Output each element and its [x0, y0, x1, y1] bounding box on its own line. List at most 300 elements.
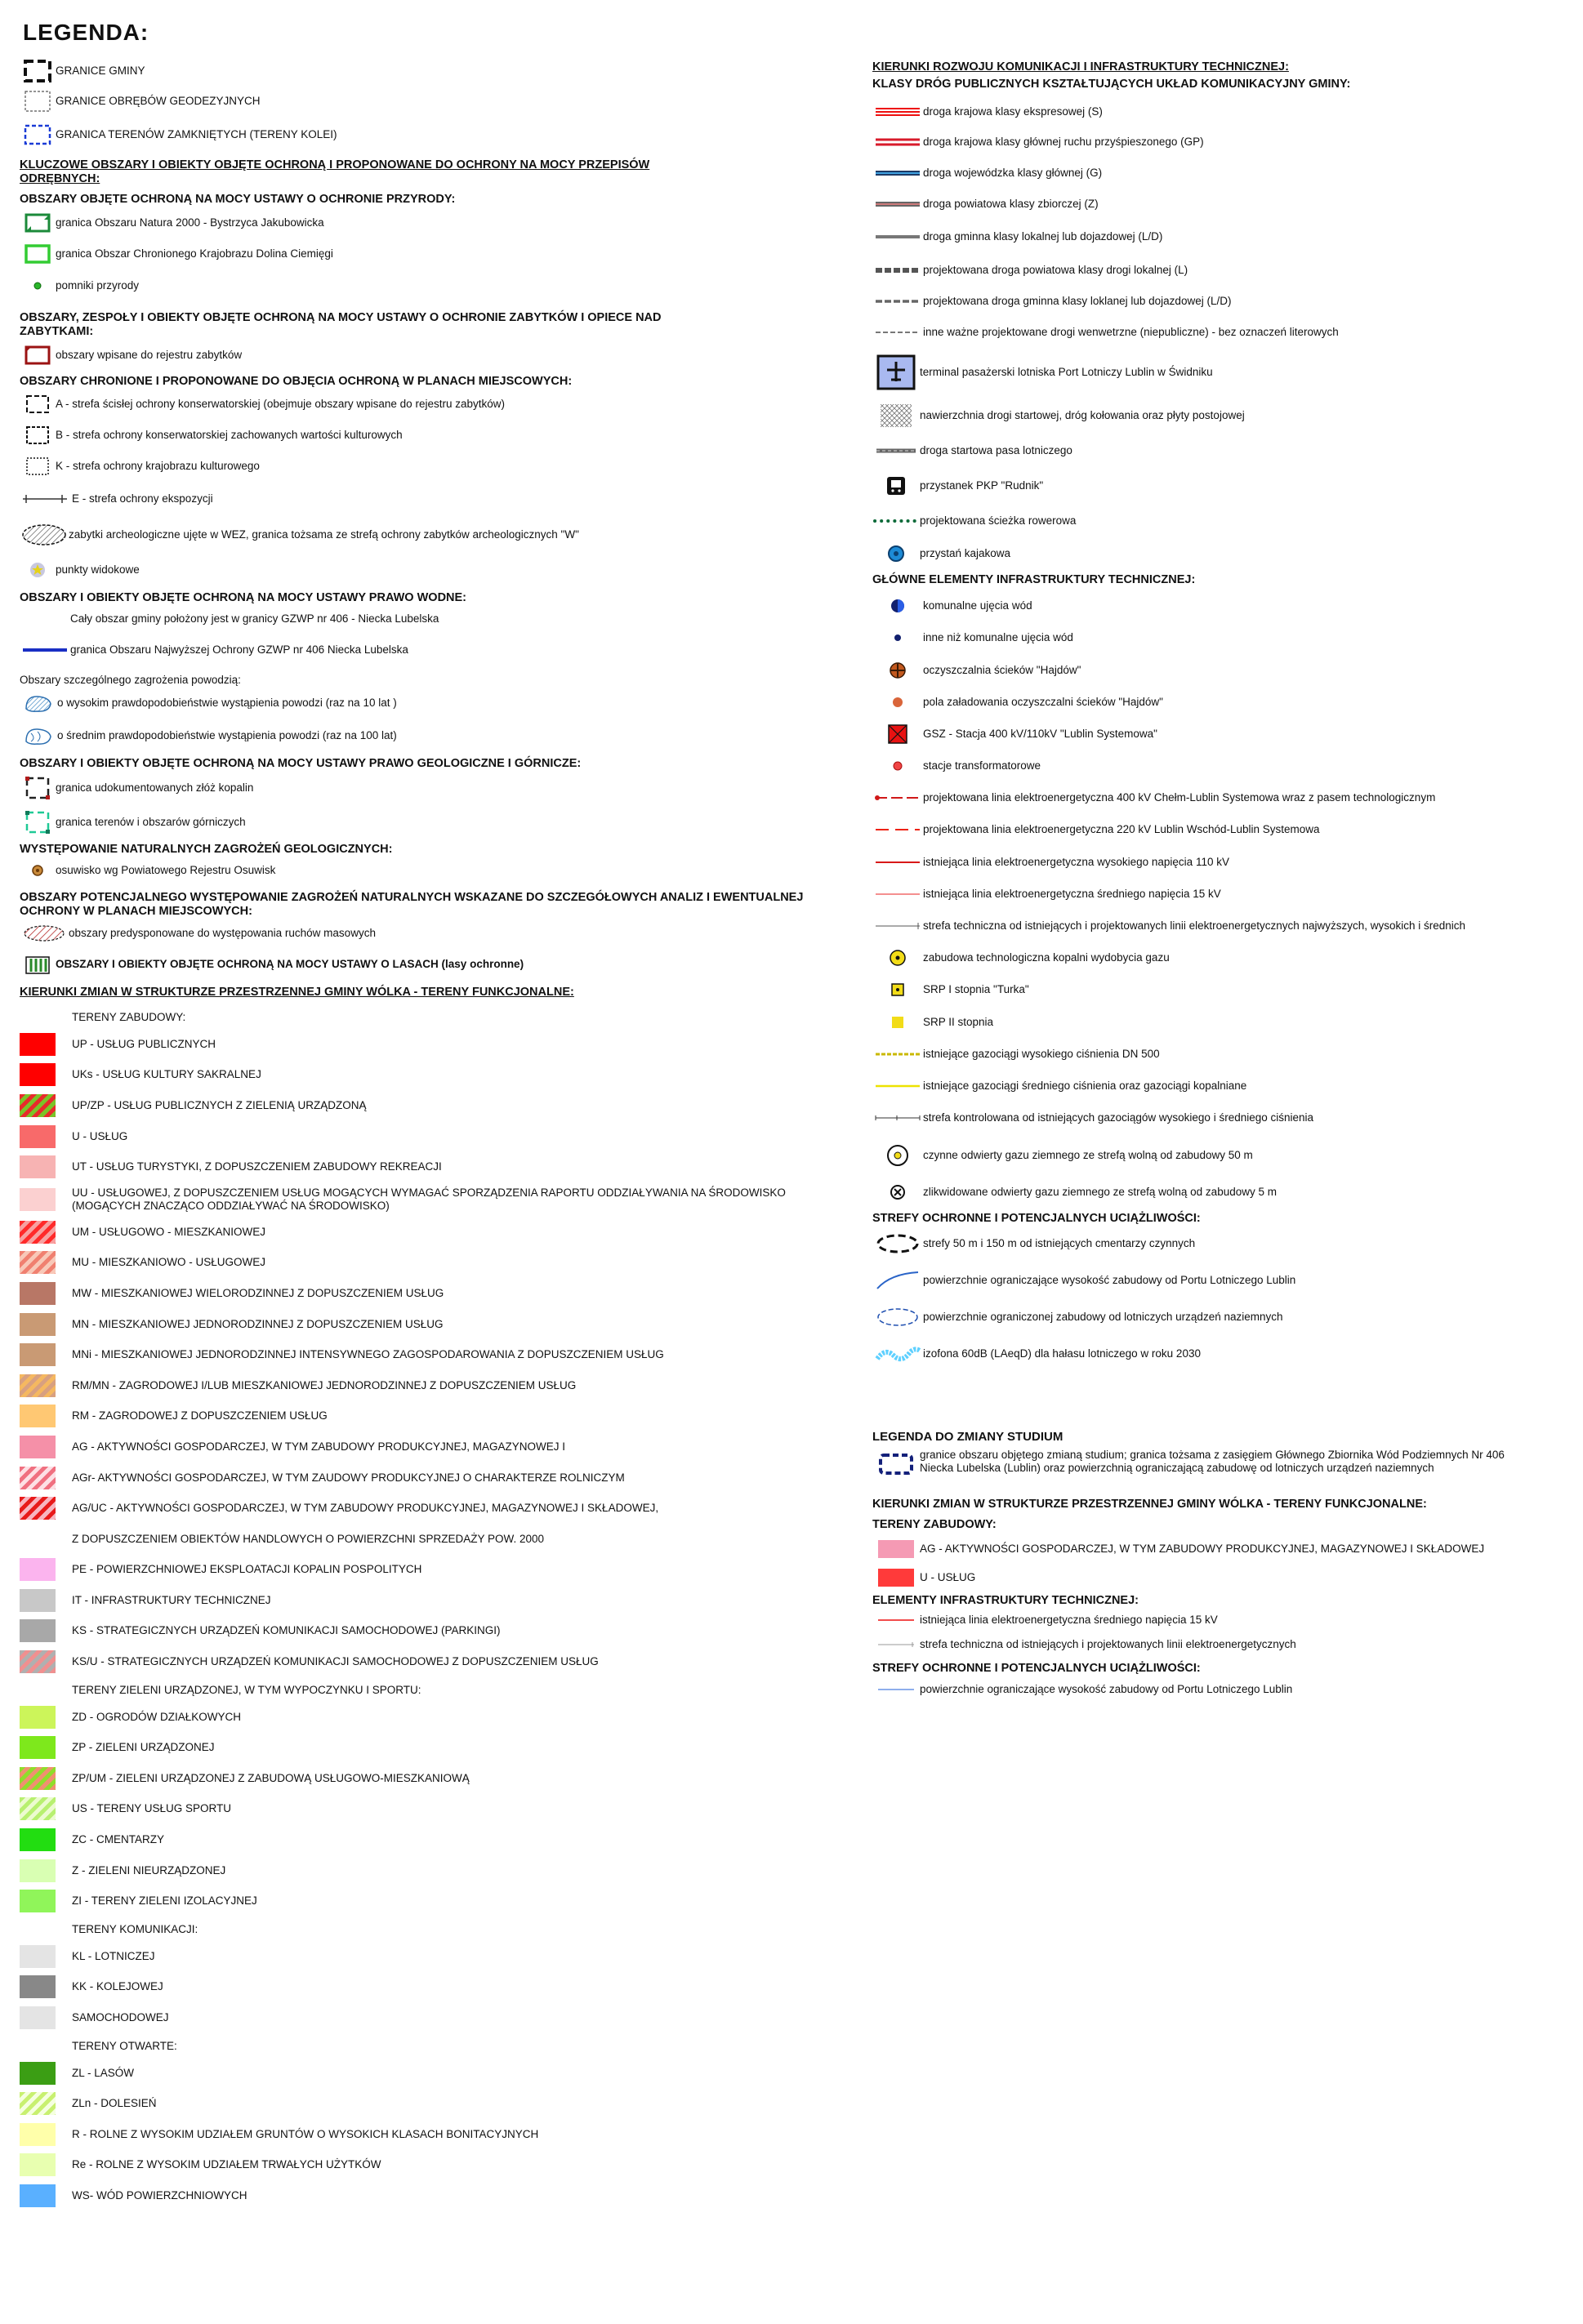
- infra-label-strefa: strefa techniczna od istniejących i projektowanych linii elektroenergetycznych najwyższych, wysokich i średnich: [923, 919, 1466, 933]
- label-tereny-otwarte: TERENY OTWARTE:: [72, 2039, 177, 2052]
- infra-gazsr-icon: [872, 1074, 923, 1098]
- swatch-fill-pe: [20, 1558, 56, 1581]
- swatch-re: [20, 2153, 72, 2176]
- legend-row-kk: [20, 1972, 845, 2003]
- legend-row-natura: [20, 207, 845, 239]
- amendment-row-pow: [872, 1676, 1575, 1703]
- road-row-pl: [872, 255, 1575, 286]
- zone-pow-urz-icon: [872, 1306, 923, 1329]
- infra-label-gaz500: istniejące gazociągi wysokiego ciśnienia DN 500: [923, 1047, 1160, 1060]
- legend-row-gmina: [20, 57, 845, 85]
- legend-row-rower: [872, 505, 1575, 537]
- infra-l220-icon: [872, 817, 923, 842]
- amendment-heading-building: TERENY ZABUDOWY:: [872, 1517, 997, 1531]
- label-tereny-komunikacji: TERENY KOMUNIKACJI:: [72, 1923, 198, 1936]
- legend-row-mni: [20, 1339, 845, 1370]
- label-terminal: terminal pasażerski lotniska Port Lotniczy Lublin w Świdniku: [920, 365, 1213, 378]
- label-pkp: przystanek PKP "Rudnik": [920, 479, 1044, 492]
- natura-boundary-icon: [20, 211, 56, 235]
- section-heading-monuments: OBSZARY, ZESPOŁY I OBIEKTY OBJĘTE OCHRONĄ NA MOCY USTAWY O OCHRONIE ZABYTKÓW I OPIECE NAD ZABYTKAMI:: [20, 311, 662, 338]
- road-line-ld-icon: [872, 229, 923, 244]
- swatch-us: [20, 1797, 72, 1820]
- legend-row-strefa-b: [20, 420, 845, 451]
- label-zl: ZL - LASÓW: [72, 2066, 135, 2079]
- legend-row-zp: [20, 1732, 845, 1763]
- label-re: Re - ROLNE Z WYSOKIM UDZIAŁEM TRWAŁYCH UŻYTKÓW: [72, 2158, 381, 2171]
- swatch-zp: [20, 1736, 72, 1759]
- infra-strefa-icon: [872, 914, 923, 938]
- zone-label-pow-urz: powierzchnie ograniczonej zabudowy od lotniczych urządzeń naziemnych: [923, 1311, 1283, 1324]
- swatch-kl: [20, 1945, 72, 1968]
- infra-label-ocz: oczyszczalnia ścieków "Hajdów": [923, 663, 1081, 676]
- swatch-r: [20, 2123, 72, 2146]
- swatch-fill-ks: [20, 1619, 56, 1642]
- road-line-inne-icon: [872, 325, 923, 340]
- legend-row-lasy: [20, 948, 845, 981]
- legend-row-mu: [20, 1248, 845, 1279]
- label-widokowe: punkty widokowe: [56, 563, 140, 576]
- archaeology-icon: [20, 523, 69, 547]
- zone-label-izof: izofona 60dB (LAeqD) dla hałasu lotniczego w roku 2030: [923, 1347, 1201, 1360]
- swatch-ag: [20, 1436, 72, 1458]
- zone-k-icon: [20, 454, 56, 479]
- infra-srp2-icon: [872, 1010, 923, 1035]
- label-agr: AGr- AKTYWNOŚCI GOSPODARCZEJ, W TYM ZAUDOWY PRODUKCYJNEJ O CHARAKTERZE ROLNICZYM: [72, 1471, 625, 1484]
- legend-row-kajak: [872, 537, 1575, 570]
- section-heading-transport: KIERUNKI ROZWOJU KOMUNIKACJI I INFRASTRUKTURY TECHNICZNEJ:: [872, 60, 1289, 73]
- swatch-ks: [20, 1619, 72, 1642]
- legend-row-strefa-e: [20, 482, 845, 516]
- runway-surface-icon: [872, 401, 920, 430]
- legend-row-ut: [20, 1151, 845, 1182]
- label-zi: ZI - TERENY ZIELENI IZOLACYJNEJ: [72, 1894, 257, 1908]
- swatch-kk: [20, 1975, 72, 1998]
- swatch-ut: [20, 1155, 72, 1178]
- amendment-u-swatch: [872, 1569, 920, 1587]
- infra-row-l110: [872, 846, 1575, 878]
- legend-row-pe: [20, 1555, 845, 1586]
- legend-row-widokowe: [20, 554, 845, 586]
- swatch-fill-ag: [20, 1436, 56, 1458]
- infra-kom-icon: [872, 594, 923, 618]
- legend-row-us: [20, 1794, 845, 1825]
- infra-row-kom: [872, 590, 1575, 622]
- swatch-fill-mn: [20, 1313, 56, 1336]
- swatch-fill-ut: [20, 1155, 56, 1178]
- swatch-zln: [20, 2092, 72, 2115]
- infra-row-gazstr: [872, 1102, 1575, 1134]
- legend-row-tereny-zamkniete: [20, 118, 845, 152]
- swatch-fill-aguc: [20, 1497, 56, 1520]
- swatch-fill-ksu: [20, 1650, 56, 1673]
- legend-row-flood-10: [20, 687, 845, 719]
- amendment-heading-infra: ELEMENTY INFRASTRUKTURY TECHNICZNEJ:: [872, 1593, 1139, 1607]
- nature-monument-icon: [20, 274, 56, 298]
- left-legend-column: [20, 57, 845, 2211]
- road-label-z: droga powiatowa klasy zbiorczej (Z): [923, 197, 1099, 210]
- infra-trafo-icon: [872, 754, 923, 778]
- zone-e-icon: [20, 491, 72, 507]
- infra-label-l110: istniejąca linia elektroenergetyczna wysokiego napięcia 110 kV: [923, 855, 1229, 868]
- amendment-row-strefa: [872, 1632, 1575, 1657]
- swatch-fill-u: [20, 1125, 56, 1148]
- label-amendment-strefa: strefa techniczna od istniejących i projektowanych linii elektroenergetycznych: [920, 1637, 1296, 1650]
- infra-label-l15: istniejąca linia elektroenergetyczna średniego napięcia 15 kV: [923, 887, 1221, 900]
- label-amendment-u: U - USŁUG: [920, 1570, 976, 1583]
- label-startowa: droga startowa pasa lotniczego: [920, 443, 1072, 456]
- landslide-icon: [20, 861, 56, 880]
- road-row-gp: [872, 127, 1575, 158]
- legend-row-gzwp: [20, 633, 845, 667]
- zone-pow-lot-icon: [872, 1269, 923, 1292]
- legend-row-uu: [20, 1182, 845, 1217]
- infra-row-gsz: [872, 718, 1575, 750]
- label-amendment-boundary: granice obszaru objętego zmianą studium; granica tożsama z zasięgiem Głównego Zbiornika Wód Podziemnych Nr 406 Niecka Lubelska (Lublin) oraz powierzchnią ograniczającą zabudowę od lotniczych urządzeń naziemnych: [920, 1448, 1505, 1474]
- zone-a-icon: [20, 392, 56, 416]
- road-line-pld-icon: [872, 294, 923, 309]
- amendment-row-l15: [872, 1608, 1575, 1632]
- label-osuw: osuwisko wg Powiatowego Rejestru Osuwisk: [56, 864, 276, 876]
- legend-row-sam: [20, 2002, 845, 2033]
- swatch-fill-upzp: [20, 1094, 56, 1117]
- label-kl: KL - LOTNICZEJ: [72, 1949, 155, 1962]
- swatch-rm: [20, 1405, 72, 1427]
- deposit-boundary-icon: [20, 774, 56, 802]
- label-um: UM - USŁUGOWO - MIESZKANIOWEJ: [72, 1225, 266, 1238]
- road-row-pld: [872, 286, 1575, 317]
- train-stop-icon: [872, 474, 920, 498]
- label-sam: SAMOCHODOWEJ: [72, 2011, 169, 2024]
- mining-area-icon: [20, 808, 56, 836]
- kayak-marina-icon: [872, 541, 920, 566]
- label-gzwp-text: Cały obszar gminy położony jest w granicy GZWP nr 406 - Niecka Lubelska: [70, 612, 439, 625]
- road-label-g: droga wojewódzka klasy głównej (G): [923, 166, 1103, 179]
- swatch-fill-rmmn: [20, 1374, 56, 1397]
- infra-zlikw-icon: [872, 1180, 923, 1204]
- road-row-inne: [872, 317, 1575, 348]
- legend-row-kl: [20, 1941, 845, 1972]
- swatch-uu: [20, 1188, 72, 1211]
- infra-label-kom: komunalne ujęcia wód: [923, 599, 1032, 612]
- road-label-s: droga krajowa klasy ekspresowej (S): [923, 105, 1103, 118]
- road-line-z-icon: [872, 197, 923, 211]
- swatch-fill-sam: [20, 2006, 56, 2029]
- infra-row-gaz500: [872, 1038, 1575, 1070]
- infra-label-czynne: czynne odwierty gazu ziemnego ze strefą wolną od zabudowy 50 m: [923, 1148, 1253, 1161]
- legend-row-pkp: [872, 467, 1575, 505]
- section-heading-water: OBSZARY I OBIEKTY OBJĘTE OCHRONĄ NA MOCY USTAWY PRAWO WODNE:: [20, 591, 467, 604]
- swatch-zc: [20, 1828, 72, 1851]
- road-label-gp: droga krajowa klasy głównej ruchu przyśpieszonego (GP): [923, 136, 1204, 149]
- gmina-boundary-icon: [20, 59, 56, 83]
- swatch-up: [20, 1033, 72, 1056]
- open-areas-list: [20, 2058, 845, 2211]
- legend-title: LEGENDA:: [23, 20, 149, 45]
- infra-row-trafo: [872, 750, 1575, 782]
- zone-label-cm: strefy 50 m i 150 m od istniejących cmentarzy czynnych: [923, 1237, 1196, 1250]
- label-tereny-zamkniete: GRANICA TERENÓW ZAMKNIĘTYCH (TERENY KOLEI): [56, 128, 337, 140]
- infra-row-pola: [872, 686, 1575, 718]
- label-rejestr: obszary wpisane do rejestru zabytków: [56, 349, 243, 361]
- label-us: US - TERENY USŁUG SPORTU: [72, 1802, 232, 1815]
- legend-row-u: [20, 1121, 845, 1152]
- label-pomniki: pomniki przyrody: [56, 279, 140, 292]
- label-okk: granica Obszar Chronionego Krajobrazu Dolina Ciemięgi: [56, 247, 333, 260]
- protective-forest-icon: [20, 952, 56, 977]
- road-line-pl-icon: [872, 263, 923, 278]
- legend-row-upzp: [20, 1090, 845, 1121]
- infra-label-zlikw: zlikwidowane odwierty gazu ziemnego ze strefą wolną od zabudowy 5 m: [923, 1186, 1277, 1199]
- legend-row-ag: [20, 1431, 845, 1463]
- flood-medium-icon: [20, 723, 57, 748]
- swatch-fill-up: [20, 1033, 56, 1056]
- label-kk: KK - KOLEJOWEJ: [72, 1980, 163, 1993]
- label-ut: UT - USŁUG TURYSTYKI, Z DOPUSZCZENIEM ZABUDOWY REKREACJI: [72, 1160, 442, 1173]
- infra-row-ocz: [872, 654, 1575, 686]
- swatch-zpum: [20, 1767, 72, 1790]
- swatch-fill-kl: [20, 1945, 56, 1968]
- legend-row-pomniki: [20, 269, 845, 303]
- infra-gaz500-icon: [872, 1042, 923, 1066]
- swatch-aguc: [20, 1497, 72, 1520]
- road-label-pl: projektowana droga powiatowa klasy drogi lokalnej (L): [923, 264, 1188, 277]
- amendment-row-ag: [872, 1532, 1575, 1566]
- label-strefa-e: E - strefa ochrony ekspozycji: [72, 492, 213, 505]
- infra-row-l220: [872, 814, 1575, 846]
- amendment-heading-functional: KIERUNKI ZMIAN W STRUKTURZE PRZESTRZENNEJ GMINY WÓLKA - TERENY FUNKCJONALNE:: [872, 1497, 1427, 1511]
- section-heading-road-classes: KLASY DRÓG PUBLICZNYCH KSZTAŁTUJĄCYCH UKŁAD KOMUNIKACYJNY GMINY:: [872, 78, 1351, 91]
- runway-icon: [872, 445, 920, 456]
- label-kajak: przystań kajakowa: [920, 546, 1011, 559]
- legend-row-ksu: [20, 1646, 845, 1677]
- legend-row-up: [20, 1029, 845, 1060]
- infra-row-strefa: [872, 910, 1575, 942]
- swatch-mn: [20, 1313, 72, 1336]
- amendment-line-15kv-icon: [872, 1616, 920, 1624]
- legend-row-ks: [20, 1616, 845, 1647]
- swatch-fill-zc: [20, 1828, 56, 1851]
- swatch-um: [20, 1221, 72, 1244]
- zone-izof-icon: [872, 1342, 923, 1365]
- label-rmmn: RM/MN - ZAGRODOWEJ I/LUB MIESZKANIOWEJ JEDNORODZINNEJ Z DOPUSZCZENIEM USŁUG: [72, 1378, 577, 1391]
- infra-l15-icon: [872, 882, 923, 906]
- label-aguc: AG/UC - AKTYWNOŚCI GOSPODARCZEJ, W TYM ZABUDOWY PRODUKCYJNEJ, MAGAZYNOWEJ I SKŁADOWEJ,: [72, 1502, 659, 1515]
- label-gorn: granica terenów i obszarów górniczych: [56, 816, 246, 828]
- infra-czynne-icon: [872, 1143, 923, 1168]
- label-u: U - USŁUG: [72, 1129, 128, 1142]
- legend-row-masowe: [20, 919, 845, 948]
- road-line-s-icon: [872, 105, 923, 119]
- legend-row-z: [20, 1855, 845, 1886]
- swatch-fill-ws: [20, 2184, 56, 2207]
- section-heading-potential-hazards: OBSZARY POTENCJALNEGO WYSTĘPOWANIE ZAGROŻEŃ NATURALNYCH WSKAZANE DO SZCZEGÓŁOWYCH ANALIZ I EWENTUALNEJ OCHRONY W PLANACH MIEJSCOWYCH:: [20, 891, 804, 918]
- swatch-fill-z: [20, 1859, 56, 1882]
- label-amendment-l15: istniejąca linia elektroenergetyczna średniego napięcia 15 kV: [920, 1613, 1218, 1626]
- legend-row-r: [20, 2119, 845, 2150]
- label-flood-100: o średnim prawdopodobieństwie wystąpienia powodzi (raz na 100 lat): [57, 729, 397, 741]
- label-zd: ZD - OGRODÓW DZIAŁKOWYCH: [72, 1710, 241, 1723]
- infra-zab-kop-icon: [872, 946, 923, 970]
- infra-row-inne: [872, 622, 1575, 654]
- road-row-g: [872, 158, 1575, 189]
- swatch-ksu: [20, 1650, 72, 1673]
- legend-row-mw: [20, 1278, 845, 1309]
- legend-row-zd: [20, 1702, 845, 1733]
- label-mw: MW - MIESZKANIOWEJ WIELORODZINNEJ Z DOPUSZCZENIEM USŁUG: [72, 1286, 444, 1299]
- legend-row-zln: [20, 2088, 845, 2119]
- viewpoint-icon: [20, 558, 56, 582]
- swatch-zi: [20, 1890, 72, 1912]
- swatch-fill-um: [20, 1221, 56, 1244]
- label-rower: projektowana ścieżka rowerowa: [920, 514, 1077, 527]
- swatch-fill-zp: [20, 1736, 56, 1759]
- legend-row-it: [20, 1585, 845, 1616]
- infra-ocz-icon: [872, 658, 923, 683]
- label-granice-obrebow: GRANICE OBRĘBÓW GEODEZYJNYCH: [56, 95, 261, 107]
- label-amendment-pow: powierzchnie ograniczające wysokość zabudowy od Portu Lotniczego Lublin: [920, 1682, 1293, 1695]
- label-flood-zones: Obszary szczególnego zagrożenia powodzią:: [20, 674, 241, 686]
- swatch-zl: [20, 2062, 72, 2085]
- section-heading-nature: OBSZARY OBJĘTE OCHRONĄ NA MOCY USTAWY O OCHRONIE PRZYRODY:: [20, 193, 456, 206]
- amendment-row-u: [872, 1566, 1575, 1589]
- road-row-s: [872, 96, 1575, 127]
- infra-row-zab-kop: [872, 942, 1575, 974]
- infra-label-gazsr: istniejące gazociągi średniego ciśnienia oraz gazociągi kopalniane: [923, 1079, 1247, 1092]
- building-areas-list: [20, 1029, 845, 1677]
- infra-inne-icon: [872, 626, 923, 650]
- swatch-sam: [20, 2006, 72, 2029]
- swatch-fill-zpum: [20, 1767, 56, 1790]
- infra-srp1-icon: [872, 977, 923, 1002]
- swatch-z: [20, 1859, 72, 1882]
- infra-row-l400: [872, 782, 1575, 814]
- infra-label-inne: inne niż komunalne ujęcia wód: [923, 631, 1073, 644]
- swatch-mni: [20, 1343, 72, 1366]
- swatch-fill-mw: [20, 1282, 56, 1305]
- label-ks: KS - STRATEGICZNYCH URZĄDZEŃ KOMUNIKACJI SAMOCHODOWEJ (PARKINGI): [72, 1624, 501, 1637]
- infra-l400-icon: [872, 786, 923, 810]
- swatch-fill-uks: [20, 1063, 56, 1086]
- swatch-fill-us: [20, 1797, 56, 1820]
- label-strefa-a: A - strefa ścisłej ochrony konserwatorskiej (obejmuje obszary wpisane do rejestru zabytków): [56, 398, 505, 410]
- infra-row-srp1: [872, 974, 1575, 1006]
- infra-label-trafo: stacje transformatorowe: [923, 759, 1041, 772]
- legend-row-okk: [20, 239, 845, 269]
- road-classes-list: [872, 96, 1575, 348]
- swatch-it: [20, 1589, 72, 1612]
- label-lasy: OBSZARY I OBIEKTY OBJĘTE OCHRONĄ NA MOCY USTAWY O LASACH (lasy ochronne): [56, 958, 524, 970]
- swatch-upzp: [20, 1094, 72, 1117]
- legend-row-none: [20, 1524, 845, 1555]
- airport-terminal-icon: [872, 354, 920, 391]
- label-amendment-ag: AG - AKTYWNOŚCI GOSPODARCZEJ, W TYM ZABUDOWY PRODUKCYJNEJ, MAGAZYNOWEJ I SKŁADOWEJ: [920, 1542, 1485, 1555]
- zone-row-pow-lot: [872, 1262, 1575, 1299]
- zone-b-icon: [20, 423, 56, 447]
- label-rm: RM - ZAGRODOWEJ Z DOPUSZCZENIEM USŁUG: [72, 1409, 328, 1422]
- infra-l110-icon: [872, 850, 923, 875]
- label-zln: ZLn - DOLESIEŃ: [72, 2097, 157, 2110]
- label-tereny-zieleni: TERENY ZIELENI URZĄDZONEJ, W TYM WYPOCZYNKU I SPORTU:: [72, 1683, 421, 1696]
- label-zloza: granica udokumentowanych złóż kopalin: [56, 781, 254, 794]
- section-heading-geology: OBSZARY I OBIEKTY OBJĘTE OCHRONĄ NA MOCY USTAWY PRAWO GEOLOGICZNE I GÓRNICZE:: [20, 757, 582, 770]
- monument-register-icon: [20, 343, 56, 367]
- section-heading-infrastructure: GŁÓWNE ELEMENTY INFRASTRUKTURY TECHNICZNEJ:: [872, 572, 1196, 586]
- legend-row-zl: [20, 2058, 845, 2089]
- legend-row-startowa: [872, 434, 1575, 467]
- infra-row-l15: [872, 878, 1575, 910]
- legend-row-strefa-k: [20, 451, 845, 482]
- legend-row-gorn: [20, 805, 845, 839]
- swatch-fill-zl: [20, 2062, 56, 2085]
- infra-label-gazstr: strefa kontrolowana od istniejących gazociągów wysokiego i średniego ciśnienia: [923, 1111, 1314, 1124]
- label-granice-gminy: GRANICE GMINY: [56, 65, 145, 77]
- zone-row-izof: [872, 1336, 1575, 1373]
- legend-row-zi: [20, 1885, 845, 1917]
- zone-row-cm: [872, 1226, 1575, 1262]
- label-strefa-k: K - strefa ochrony krajobrazu kulturowego: [56, 460, 260, 472]
- legend-row-gzwp-text: [20, 605, 845, 633]
- transport-areas-list: [20, 1941, 845, 2033]
- swatch-fill-agr: [20, 1467, 56, 1489]
- label-ws: WS- WÓD POWIERZCHNIOWYCH: [72, 2188, 247, 2202]
- amendment-boundary-icon: [872, 1449, 920, 1476]
- swatch-fill-r: [20, 2123, 56, 2146]
- label-mn: MN - MIESZKANIOWEJ JEDNORODZINNEJ Z DOPUSZCZENIEM USŁUG: [72, 1317, 444, 1330]
- label-tereny-zabudowy: TERENY ZABUDOWY:: [72, 1011, 186, 1023]
- amendment-height-limit-icon: [872, 1685, 920, 1694]
- swatch-fill-uu: [20, 1188, 56, 1211]
- road-line-gp-icon: [872, 135, 923, 149]
- infra-label-pola: pola załadowania oczyszczalni ścieków "Hajdów": [923, 695, 1163, 708]
- swatch-fill-zln: [20, 2092, 56, 2115]
- section-heading-mpzp: OBSZARY CHRONIONE I PROPONOWANE DO OBJĘCIA OCHRONĄ W PLANACH MIEJSCOWYCH:: [20, 375, 573, 388]
- infrastructure-list: [872, 590, 1575, 1209]
- road-label-pld: projektowana droga gminna klasy loklanej lub dojazdowej (L/D): [923, 294, 1232, 307]
- right-legend-column: [872, 60, 1575, 1703]
- legend-row-osuw: [20, 857, 845, 884]
- swatch-fill-re: [20, 2153, 56, 2176]
- road-row-z: [872, 189, 1575, 220]
- infra-label-l400: projektowana linia elektroenergetyczna 400 kV Chełm-Lublin Systemowa wraz z pasem technologicznym: [923, 791, 1436, 804]
- infra-pola-icon: [872, 690, 923, 715]
- swatch-fill-zd: [20, 1706, 56, 1729]
- label-ksu: KS/U - STRATEGICZNYCH URZĄDZEŃ KOMUNIKACJI SAMOCHODOWEJ Z DOPUSZCZENIEM USŁUG: [72, 1655, 599, 1668]
- amendment-technical-zone-icon: [872, 1641, 920, 1649]
- road-label-inne: inne ważne projektowane drogi wenwetrzne (niepubliczne) - bez oznaczeń literowych: [923, 325, 1339, 338]
- label-ag: AG - AKTYWNOŚCI GOSPODARCZEJ, W TYM ZABUDOWY PRODUKCYJNEJ, MAGAZYNOWEJ I: [72, 1440, 566, 1453]
- label-upzp: UP/ZP - USŁUG PUBLICZNYCH Z ZIELENIĄ URZĄDZONĄ: [72, 1098, 367, 1111]
- infra-label-zab-kop: zabudowa technologiczna kopalni wydobycia gazu: [923, 951, 1170, 964]
- infra-label-srp1: SRP I stopnia "Turka": [923, 983, 1029, 996]
- legend-row-zc: [20, 1824, 845, 1855]
- legend-row-um: [20, 1217, 845, 1248]
- green-areas-list: [20, 1702, 845, 1917]
- legend-row-rejestr: [20, 339, 845, 372]
- label-masowe: obszary predysponowane do występowania ruchów masowych: [69, 927, 376, 939]
- zone-cm-icon: [872, 1232, 923, 1255]
- swatch-u: [20, 1125, 72, 1148]
- legend-row-amendment-boundary: [872, 1449, 1575, 1498]
- protected-landscape-icon: [20, 242, 56, 266]
- label-none: Z DOPUSZCZENIEM OBIEKTÓW HANDLOWYCH O POWIERZCHNI SPRZEDAŻY POW. 2000: [72, 1532, 545, 1545]
- label-up: UP - USŁUG PUBLICZNYCH: [72, 1037, 216, 1050]
- legend-row-uks: [20, 1060, 845, 1091]
- label-r: R - ROLNE Z WYSOKIM UDZIAŁEM GRUNTÓW O WYSOKICH KLASACH BONITACYJNYCH: [72, 2127, 539, 2140]
- infra-label-l220: projektowana linia elektroenergetyczna 220 kV Lublin Wschód-Lublin Systemowa: [923, 823, 1320, 836]
- label-flood-10: o wysokim prawdopodobieństwie wystąpienia powodzi (raz na 10 lat ): [57, 697, 397, 709]
- infra-row-srp2: [872, 1006, 1575, 1038]
- zone-row-pow-urz: [872, 1299, 1575, 1336]
